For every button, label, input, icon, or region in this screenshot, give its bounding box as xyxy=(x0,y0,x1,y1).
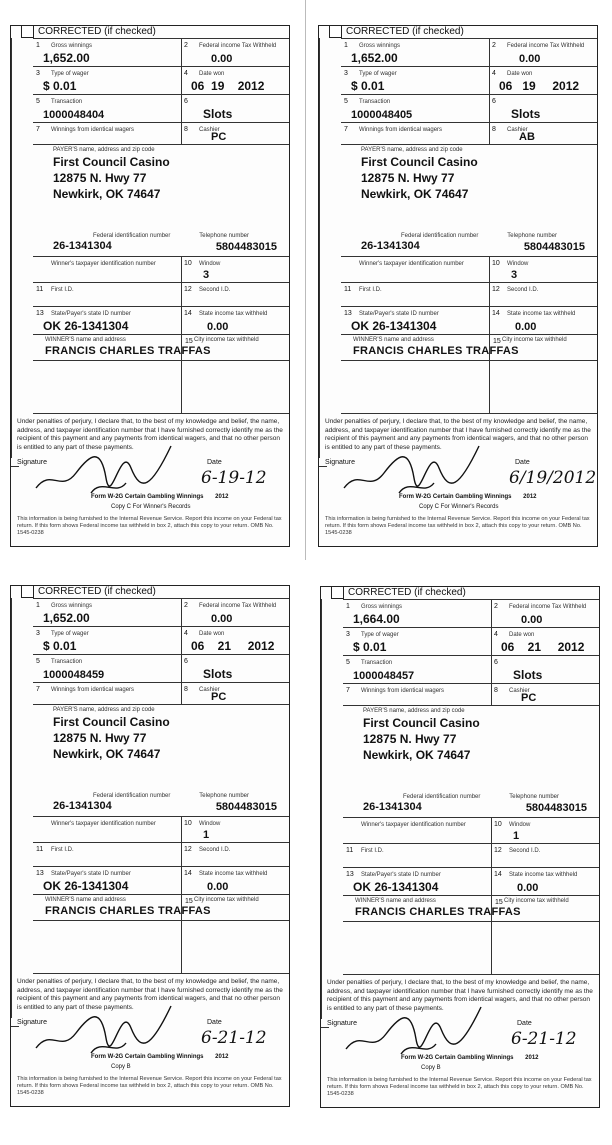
w2g-form-1 xyxy=(10,25,290,547)
perjury-statement: Under penalties of perjury, I declare that, to the best of my knowledge and belief, the name, address, and taxpayer identification number that I have furnished correctly identify me as the recipient of this payment and any payments from identical wagers, and that no other person is entitled to any part of these payments. xyxy=(17,418,283,451)
form-footer: Form W-2G Certain Gambling Winnings 2012 xyxy=(91,494,229,500)
row-9: Winner's taxpayer identification number 10 Window 3 xyxy=(341,256,597,283)
row-11: 11 First I.D. 12 Second I.D. xyxy=(33,842,289,867)
date-label: Date xyxy=(207,1019,222,1026)
payer-box xyxy=(343,705,599,818)
box11-label: First I.D. xyxy=(361,848,384,854)
box2-label: Federal income Tax Withheld xyxy=(509,604,587,610)
payer-address: 12875 N. Hwy 77 xyxy=(363,732,457,746)
row-3: 5 Transaction 1000048405 6 Slots xyxy=(341,94,597,123)
irs-notice: This information is being furnished to the Internal Revenue Service. Report this income on your Federal tax return. If this form shows Federal income tax withheld in box 2, attach this copy to your return. OMB No. 1545-0238 xyxy=(327,1077,592,1097)
row-4: 7 Winnings from identical wagers 8 Cashier PC xyxy=(33,682,289,705)
signature-date: 6-19-12 xyxy=(201,468,267,488)
box7-label: Winnings from identical wagers xyxy=(51,127,135,133)
payer-label: PAYER'S name, address and zip code xyxy=(53,707,155,713)
phone-label: Telephone number xyxy=(199,233,249,239)
copy-label: Copy B xyxy=(421,1065,441,1071)
corrected-label: CORRECTED (if checked) xyxy=(348,587,466,598)
cashier-value: PC xyxy=(521,692,537,704)
date-label: Date xyxy=(517,1020,532,1027)
federal-withheld-value: 0.00 xyxy=(521,614,543,626)
box3-label: Type of wager xyxy=(361,632,399,638)
box14-label: State income tax withheld xyxy=(509,872,578,878)
winner-box: WINNER'S name and address FRANCIS CHARLES TRAFFAS 15 City income tax withheld xyxy=(343,895,599,922)
signature-date: 6/19/2012 xyxy=(509,468,597,488)
payer-name: First Council Casino xyxy=(363,716,480,730)
payer-label: PAYER'S name, address and zip code xyxy=(363,708,465,714)
box5-label: Transaction xyxy=(359,99,391,105)
phone-label: Telephone number xyxy=(507,233,557,239)
box7-label: Winnings from identical wagers xyxy=(361,688,445,694)
box10-label: Window xyxy=(509,822,531,828)
box5-label: Transaction xyxy=(361,660,393,666)
payer-address: 12875 N. Hwy 77 xyxy=(361,171,455,185)
box10-label: Window xyxy=(199,261,221,267)
state-withheld-value: 0.00 xyxy=(207,321,229,333)
copy-label: Copy C For Winner's Records xyxy=(111,504,191,510)
corrected-label: CORRECTED (if checked) xyxy=(38,26,156,37)
copy-label: Copy B xyxy=(111,1064,131,1070)
phone-label: Telephone number xyxy=(199,793,249,799)
fedid-label: Federal identification number xyxy=(93,233,171,239)
federal-id-value: 26-1341304 xyxy=(53,240,112,252)
signature-label: Signature xyxy=(325,459,355,466)
signature-label: Signature xyxy=(327,1020,357,1027)
box1-label: Gross winnings xyxy=(51,43,93,49)
slots-value: Slots xyxy=(511,107,541,121)
state-withheld-value: 0.00 xyxy=(517,882,539,894)
phone-value: 5804483015 xyxy=(215,801,277,813)
box2-label: Federal income Tax Withheld xyxy=(199,43,277,49)
w2g-form-3 xyxy=(10,585,290,1107)
payer-city: Newkirk, OK 74647 xyxy=(53,747,161,761)
box13-label: State/Payer's state ID number xyxy=(359,311,439,317)
transaction-value: 1000048405 xyxy=(351,109,413,121)
signature-label: Signature xyxy=(17,1019,47,1026)
date-won-value: 06 21 2012 xyxy=(191,639,275,653)
w2g-form-2 xyxy=(318,25,598,547)
row-9: Winner's taxpayer identification number 10 Window 3 xyxy=(33,256,289,283)
irs-notice: This information is being furnished to the Internal Revenue Service. Report this income on your Federal tax return. If this form shows Federal income tax withheld in box 2, attach this copy to your return. OMB No. 1545-0238 xyxy=(17,516,282,536)
row-2: 3 Type of wager $ 0.01 4 Date won 06 21 2012 xyxy=(343,627,599,656)
box2-label: Federal income Tax Withheld xyxy=(199,603,277,609)
w2g-form-4 xyxy=(320,586,600,1108)
row-9: Winner's taxpayer identification number 10 Window 1 xyxy=(33,816,289,843)
form-left-edge xyxy=(319,38,320,458)
slots-value: Slots xyxy=(203,107,233,121)
fedid-label: Federal identification number xyxy=(93,793,171,799)
row-1: 1 Gross winnings 1,652.00 2 Federal income Tax Withheld 0.00 xyxy=(33,598,289,627)
winner-box: WINNER'S name and address FRANCIS CHARLES TRAFFAS 15 City income tax withheld xyxy=(33,894,289,921)
winner-name: FRANCIS CHARLES TRAFFAS xyxy=(355,906,521,918)
box3-label: Type of wager xyxy=(51,631,89,637)
wager-value: $ 0.01 xyxy=(43,79,77,93)
corrected-checkbox[interactable] xyxy=(331,586,344,599)
slots-value: Slots xyxy=(203,667,233,681)
date-label: Date xyxy=(515,459,530,466)
state-id-value: OK 26-1341304 xyxy=(43,879,129,893)
corrected-checkbox-area xyxy=(329,25,464,38)
state-id-value: OK 26-1341304 xyxy=(43,319,129,333)
wager-value: $ 0.01 xyxy=(353,640,387,654)
date-won-value: 06 19 2012 xyxy=(191,79,265,93)
box1-label: Gross winnings xyxy=(51,603,93,609)
corrected-checkbox[interactable] xyxy=(329,25,342,38)
box1-label: Gross winnings xyxy=(359,43,401,49)
box4-label: Date won xyxy=(199,71,225,77)
federal-withheld-value: 0.00 xyxy=(211,613,233,625)
address-area xyxy=(33,920,289,974)
federal-withheld-value: 0.00 xyxy=(211,53,233,65)
box12-label: Second I.D. xyxy=(199,287,231,293)
box4-label: Date won xyxy=(507,71,533,77)
transaction-value: 1000048459 xyxy=(43,669,105,681)
box7-label: Winnings from identical wagers xyxy=(51,687,135,693)
row-1: 1 Gross winnings 1,664.00 2 Federal income Tax Withheld 0.00 xyxy=(343,599,599,628)
fedid-label: Federal identification number xyxy=(401,233,479,239)
corrected-label: CORRECTED (if checked) xyxy=(38,586,156,597)
form-left-edge xyxy=(321,599,322,1019)
state-withheld-value: 0.00 xyxy=(515,321,537,333)
payer-city: Newkirk, OK 74647 xyxy=(363,748,471,762)
row-2: 3 Type of wager $ 0.01 4 Date won 06 21 2012 xyxy=(33,626,289,655)
box4-label: Date won xyxy=(509,632,535,638)
federal-id-value: 26-1341304 xyxy=(363,801,422,813)
box4-label: Date won xyxy=(199,631,225,637)
federal-id-value: 26-1341304 xyxy=(361,240,420,252)
corrected-checkbox[interactable] xyxy=(21,585,34,598)
date-label: Date xyxy=(207,459,222,466)
row-11: 11 First I.D. 12 Second I.D. xyxy=(343,843,599,868)
box10-label: Window xyxy=(507,261,529,267)
row-3: 5 Transaction 1000048459 6 Slots xyxy=(33,654,289,683)
wager-value: $ 0.01 xyxy=(351,79,385,93)
box15-label: City income tax withheld xyxy=(194,897,259,903)
box11-label: First I.D. xyxy=(51,287,74,293)
gross-winnings-value: 1,652.00 xyxy=(43,51,90,65)
row-1: 1 Gross winnings 1,652.00 2 Federal income Tax Withheld 0.00 xyxy=(341,38,597,67)
payer-name: First Council Casino xyxy=(53,715,170,729)
omb-number: OMB No. 1545-0238 xyxy=(327,1084,584,1097)
row-3: 5 Transaction 1000048457 6 Slots xyxy=(343,655,599,684)
signature-label: Signature xyxy=(17,459,47,466)
signature-scribble xyxy=(31,998,181,1058)
window-value: 3 xyxy=(511,269,518,281)
signature-scribble xyxy=(339,438,489,498)
row-2: 3 Type of wager $ 0.01 4 Date won 06 19 2012 xyxy=(33,66,289,95)
window-value: 1 xyxy=(203,829,210,841)
state-id-value: OK 26-1341304 xyxy=(351,319,437,333)
row-9: Winner's taxpayer identification number 10 Window 1 xyxy=(343,817,599,844)
box5-label: Transaction xyxy=(51,99,83,105)
box14-label: State income tax withheld xyxy=(199,311,268,317)
irs-notice: This information is being furnished to the Internal Revenue Service. Report this income on your Federal tax return. If this form shows Federal income tax withheld in box 2, attach this copy to your return. OMB No. 1545-0238 xyxy=(17,1076,282,1096)
corrected-checkbox-area xyxy=(21,25,156,38)
corrected-checkbox[interactable] xyxy=(21,25,34,38)
cashier-value: AB xyxy=(519,131,535,143)
window-value: 1 xyxy=(513,830,520,842)
page-divider xyxy=(305,0,306,560)
payer-city: Newkirk, OK 74647 xyxy=(53,187,161,201)
winner-label: WINNER'S name and address xyxy=(355,898,436,904)
row-13: 13 State/Payer's state ID number OK 26-1341304 14 State income tax withheld 0.00 xyxy=(341,306,597,335)
row-13: 13 State/Payer's state ID number OK 26-1341304 14 State income tax withheld 0.00 xyxy=(33,866,289,895)
box8-label: Cashier xyxy=(507,127,528,133)
box15-label: City income tax withheld xyxy=(502,337,567,343)
gross-winnings-value: 1,652.00 xyxy=(43,611,90,625)
row-4: 7 Winnings from identical wagers 8 Cashier PC xyxy=(33,122,289,145)
row-4: 7 Winnings from identical wagers 8 Cashier AB xyxy=(341,122,597,145)
winner-label: WINNER'S name and address xyxy=(45,897,126,903)
state-id-value: OK 26-1341304 xyxy=(353,880,439,894)
box8-label: Cashier xyxy=(509,688,530,694)
slots-value: Slots xyxy=(513,668,543,682)
winner-name: FRANCIS CHARLES TRAFFAS xyxy=(45,345,211,357)
winner-name: FRANCIS CHARLES TRAFFAS xyxy=(353,345,519,357)
box13-label: State/Payer's state ID number xyxy=(51,871,131,877)
phone-value: 5804483015 xyxy=(525,802,587,814)
box7-label: Winnings from identical wagers xyxy=(359,127,443,133)
federal-id-value: 26-1341304 xyxy=(53,800,112,812)
irs-notice: This information is being furnished to the Internal Revenue Service. Report this income on your Federal tax return. If this form shows Federal income tax withheld in box 2, attach this copy to your return. OMB No. 1545-0238 xyxy=(325,516,590,536)
wager-value: $ 0.01 xyxy=(43,639,77,653)
signature-date: 6-21-12 xyxy=(511,1029,577,1049)
corrected-checkbox-area xyxy=(21,585,156,598)
state-withheld-value: 0.00 xyxy=(207,881,229,893)
address-area xyxy=(343,921,599,975)
phone-label: Telephone number xyxy=(509,794,559,800)
box5-label: Transaction xyxy=(51,659,83,665)
form-left-edge xyxy=(11,38,12,458)
form-footer: Form W-2G Certain Gambling Winnings 2012 xyxy=(399,494,537,500)
copy-label: Copy C For Winner's Records xyxy=(419,504,499,510)
row-4: 7 Winnings from identical wagers 8 Cashier PC xyxy=(343,683,599,706)
row-11: 11 First I.D. 12 Second I.D. xyxy=(341,282,597,307)
box2-label: Federal income Tax Withheld xyxy=(507,43,585,49)
address-area xyxy=(33,360,289,414)
winner-label: WINNER'S name and address xyxy=(45,337,126,343)
box12-label: Second I.D. xyxy=(507,287,539,293)
perjury-statement: Under penalties of perjury, I declare that, to the best of my knowledge and belief, the name, address, and taxpayer identification number that I have furnished correctly identify me as the recipient of this payment and any payments from identical wagers, and that no other person is entitled to any part of these payments. xyxy=(17,978,283,1011)
phone-value: 5804483015 xyxy=(523,241,585,253)
gross-winnings-value: 1,664.00 xyxy=(353,612,400,626)
payer-box xyxy=(33,704,289,817)
window-value: 3 xyxy=(203,269,210,281)
box14-label: State income tax withheld xyxy=(507,311,576,317)
transaction-value: 1000048404 xyxy=(43,109,105,121)
box9-label: Winner's taxpayer identification number xyxy=(361,822,466,828)
payer-address: 12875 N. Hwy 77 xyxy=(53,731,147,745)
box12-label: Second I.D. xyxy=(509,848,541,854)
signature-scribble xyxy=(31,438,181,498)
cashier-value: PC xyxy=(211,691,227,703)
form-footer: Form W-2G Certain Gambling Winnings 2012 xyxy=(401,1055,539,1061)
box9-label: Winner's taxpayer identification number xyxy=(51,261,156,267)
box1-label: Gross winnings xyxy=(361,604,403,610)
fedid-label: Federal identification number xyxy=(403,794,481,800)
form-footer: Form W-2G Certain Gambling Winnings 2012 xyxy=(91,1054,229,1060)
date-won-value: 06 19 2012 xyxy=(499,79,580,93)
box11-label: First I.D. xyxy=(51,847,74,853)
payer-name: First Council Casino xyxy=(53,155,170,169)
box15-label: City income tax withheld xyxy=(194,337,259,343)
box3-label: Type of wager xyxy=(51,71,89,77)
form-left-edge xyxy=(11,598,12,1018)
gross-winnings-value: 1,652.00 xyxy=(351,51,398,65)
date-won-value: 06 21 2012 xyxy=(501,640,585,654)
box8-label: Cashier xyxy=(199,687,220,693)
row-3: 5 Transaction 1000048404 6 Slots xyxy=(33,94,289,123)
box3-label: Type of wager xyxy=(359,71,397,77)
box11-label: First I.D. xyxy=(359,287,382,293)
box9-label: Winner's taxpayer identification number xyxy=(51,821,156,827)
payer-box xyxy=(33,144,289,257)
box13-label: State/Payer's state ID number xyxy=(51,311,131,317)
signature-date: 6-21-12 xyxy=(201,1028,267,1048)
omb-number: OMB No. 1545-0238 xyxy=(17,523,274,536)
row-13: 13 State/Payer's state ID number OK 26-1341304 14 State income tax withheld 0.00 xyxy=(33,306,289,335)
row-13: 13 State/Payer's state ID number OK 26-1341304 14 State income tax withheld 0.00 xyxy=(343,867,599,896)
payer-city: Newkirk, OK 74647 xyxy=(361,187,469,201)
cashier-value: PC xyxy=(211,131,227,143)
box13-label: State/Payer's state ID number xyxy=(361,872,441,878)
omb-number: OMB No. 1545-0238 xyxy=(325,523,582,536)
winner-label: WINNER'S name and address xyxy=(353,337,434,343)
federal-withheld-value: 0.00 xyxy=(519,53,541,65)
transaction-value: 1000048457 xyxy=(353,670,415,682)
phone-value: 5804483015 xyxy=(215,241,277,253)
box10-label: Window xyxy=(199,821,221,827)
payer-label: PAYER'S name, address and zip code xyxy=(361,147,463,153)
payer-box xyxy=(341,144,597,257)
payer-address: 12875 N. Hwy 77 xyxy=(53,171,147,185)
row-1: 1 Gross winnings 1,652.00 2 Federal income Tax Withheld 0.00 xyxy=(33,38,289,67)
payer-name: First Council Casino xyxy=(361,155,478,169)
box15-label: City income tax withheld xyxy=(504,898,569,904)
box14-label: State income tax withheld xyxy=(199,871,268,877)
box8-label: Cashier xyxy=(199,127,220,133)
winner-name: FRANCIS CHARLES TRAFFAS xyxy=(45,905,211,917)
row-11: 11 First I.D. 12 Second I.D. xyxy=(33,282,289,307)
omb-number: OMB No. 1545-0238 xyxy=(17,1083,274,1096)
signature-scribble xyxy=(341,999,491,1059)
perjury-statement: Under penalties of perjury, I declare that, to the best of my knowledge and belief, the name, address, and taxpayer identification number that I have furnished correctly identify me as the recipient of this payment and any payments from identical wagers, and that no other person is entitled to any part of these payments. xyxy=(325,418,591,451)
box9-label: Winner's taxpayer identification number xyxy=(359,261,464,267)
corrected-label: CORRECTED (if checked) xyxy=(346,26,464,37)
corrected-checkbox-area xyxy=(331,586,466,599)
perjury-statement: Under penalties of perjury, I declare that, to the best of my knowledge and belief, the name, address, and taxpayer identification number that I have furnished correctly identify me as the recipient of this payment and any payments from identical wagers, and that no other person is entitled to any part of these payments. xyxy=(327,979,593,1012)
box12-label: Second I.D. xyxy=(199,847,231,853)
payer-label: PAYER'S name, address and zip code xyxy=(53,147,155,153)
row-2: 3 Type of wager $ 0.01 4 Date won 06 19 2012 xyxy=(341,66,597,95)
winner-box: WINNER'S name and address FRANCIS CHARLES TRAFFAS 15 City income tax withheld xyxy=(33,334,289,361)
address-area xyxy=(341,360,597,414)
winner-box: WINNER'S name and address FRANCIS CHARLES TRAFFAS 15 City income tax withheld xyxy=(341,334,597,361)
